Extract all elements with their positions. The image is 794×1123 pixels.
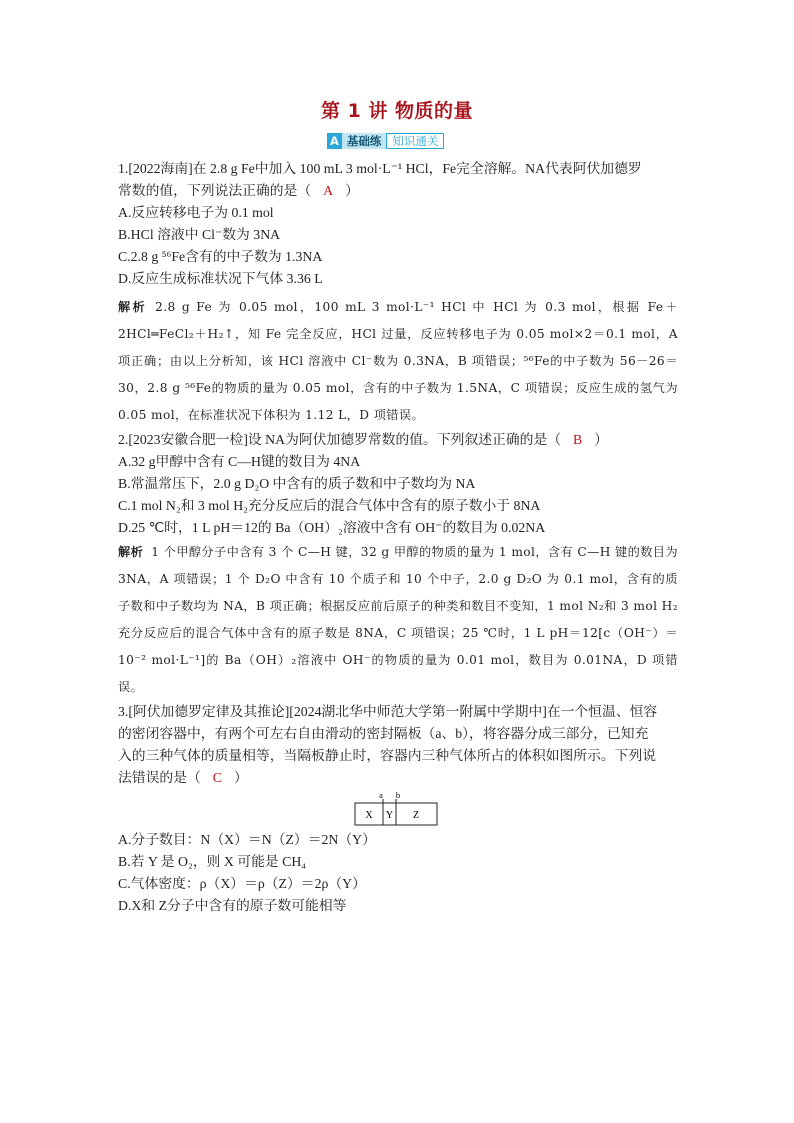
q3-option-c: C.气体密度：ρ（X）＝ρ（Z）＝2ρ（Y） [118, 876, 366, 891]
partition-b-label: b [395, 790, 401, 800]
q1-explanation [118, 294, 678, 429]
q3-stem-line3: 入的三种气体的质量相等，当隔板静止时，容器内三种气体所占的体积如图所示。下列说 [118, 748, 657, 763]
q3-option-a: A.分子数目：N（X）＝N（Z）＝2N（Y） [118, 832, 376, 847]
tag-basic-practice: 基础练 [342, 133, 387, 149]
q1-close: ） [345, 183, 359, 198]
q1-stem-line1: 1.[2022海南]在 2.8 g Fe中加入 100 mL 3 mol·L⁻¹ HCl，Fe完全溶解。NA代表阿伏加德罗 [118, 161, 642, 176]
q3-stem-line2: 的密闭容器中，有两个可左右自由滑动的密封隔板（a、b），将容器分成三部分，已知充 [118, 726, 649, 741]
q2-option-c: C.1 mol N₂和 3 mol H₂充分反应后的混合气体中含有的原子数小于 8NA [118, 498, 541, 513]
q1-option-a: A.反应转移电子为 0.1 mol [118, 205, 274, 220]
question-1 [118, 158, 678, 429]
q2-stem-text: 2.[2023安徽合肥一检]设 NA为阿伏加德罗常数的值。下列叙述正确的是（ [118, 432, 562, 447]
q3-answer: C [212, 770, 222, 785]
q1-answer: A [323, 183, 334, 198]
container-diagram [118, 789, 678, 829]
question-list [118, 158, 678, 917]
question-2 [118, 429, 678, 701]
q3-option-d: D.X和 Z分子中含有的原子数可能相等 [118, 898, 347, 913]
q1-option-d: D.反应生成标准状况下气体 3.36 L [118, 271, 323, 286]
q2-explanation [118, 539, 678, 701]
q1-option-c: C.2.8 g ⁵⁶Fe含有的中子数为 1.3NA [118, 249, 323, 264]
tag-letter: A [327, 133, 342, 149]
q3-stem-line4 [118, 767, 678, 789]
q1-explanation-text: 2.8 g Fe 为 0.05 mol，100 mL 3 mol·L⁻¹ HCl 中 HCl 为 0.3 mol，根据 Fe＋2HCl═FeCl₂＋H₂↑，知 Fe 完全反应，HCl 过量，反应转移电子为 0.05 mol×2＝0.1 mol，A 项正确；由以上分析知，该 HCl 溶液中 Cl⁻数为 0.3NA，B 项错误；⁵⁶Fe的中子数为 56－26＝30，2.8 g ⁵⁶Fe的物质的量为 0.05 mol，含有的中子数为 1.5NA，C 项错误；反应生成的氢气为 0.05 mol，在标准状况下体积为 1.12 L，D 项错误。 [118, 300, 678, 422]
tag-knowledge: 知识通关 [386, 133, 444, 149]
q1-option-b: B.HCl 溶液中 Cl⁻数为 3NA [118, 227, 281, 242]
q2-explanation-label: 解析 [118, 545, 144, 559]
q1-explanation-label: 解析 [118, 300, 148, 314]
container-svg [354, 789, 438, 827]
q2-close: ） [594, 432, 609, 447]
q2-stem-line1 [118, 429, 678, 451]
partition-a-label: a [379, 790, 383, 800]
question-3 [118, 701, 678, 917]
q2-option-b: B.常温常压下，2.0 g D₂O 中含有的质子数和中子数均为 NA [118, 476, 476, 491]
section-tag [327, 133, 444, 149]
cell-y: Y [385, 810, 394, 821]
q2-option-a: A.32 g甲醇中含有 C—H键的数目为 4NA [118, 454, 361, 469]
page-title: 第 1 讲 物质的量 [320, 100, 474, 122]
cell-z: Z [412, 810, 420, 821]
q3-stem-line1: 3.[阿伏加德罗定律及其推论][2024湖北华中师范大学第一附属中学期中]在一个恒温、恒容 [118, 704, 658, 719]
q2-answer: B [573, 432, 583, 447]
q3-option-b: B.若 Y 是 O₂，则 X 可能是 CH₄ [118, 854, 307, 869]
q2-option-d: D.25 ℃时，1 L pH＝12的 Ba（OH）₂溶液中含有 OH⁻的数目为 0.02NA [118, 520, 546, 535]
q2-explanation-text: 1 个甲醇分子中含有 3 个 C—H 键，32 g 甲醇的物质的量为 1 mol，含有 C—H 键的数目为 3NA，A 项错误；1 个 D₂O 中含有 10 个质子和 10 个中子，2.0 g D₂O 为 0.1 mol，含有的质子数和中子数均为 NA，B 项正确；根据反应前后原子的种类和数目不变知，1 mol N₂和 3 mol H₂充分反应后的混合气体中含有的原子数是 8NA，C 项错误；25 ℃时，1 L pH＝12[c（OH⁻）＝10⁻² mol·L⁻¹]的 Ba（OH）₂溶液中 OH⁻的物质的量为 0.01 mol，数目为 0.01NA，D 项错误。 [118, 545, 678, 694]
q3-close: ） [233, 770, 248, 785]
cell-x: X [365, 810, 373, 821]
q1-stem-text: 常数的值，下列说法正确的是（ [118, 183, 312, 198]
q1-stem-line2 [118, 180, 678, 202]
q3-stem-text: 法错误的是（ [118, 770, 201, 785]
